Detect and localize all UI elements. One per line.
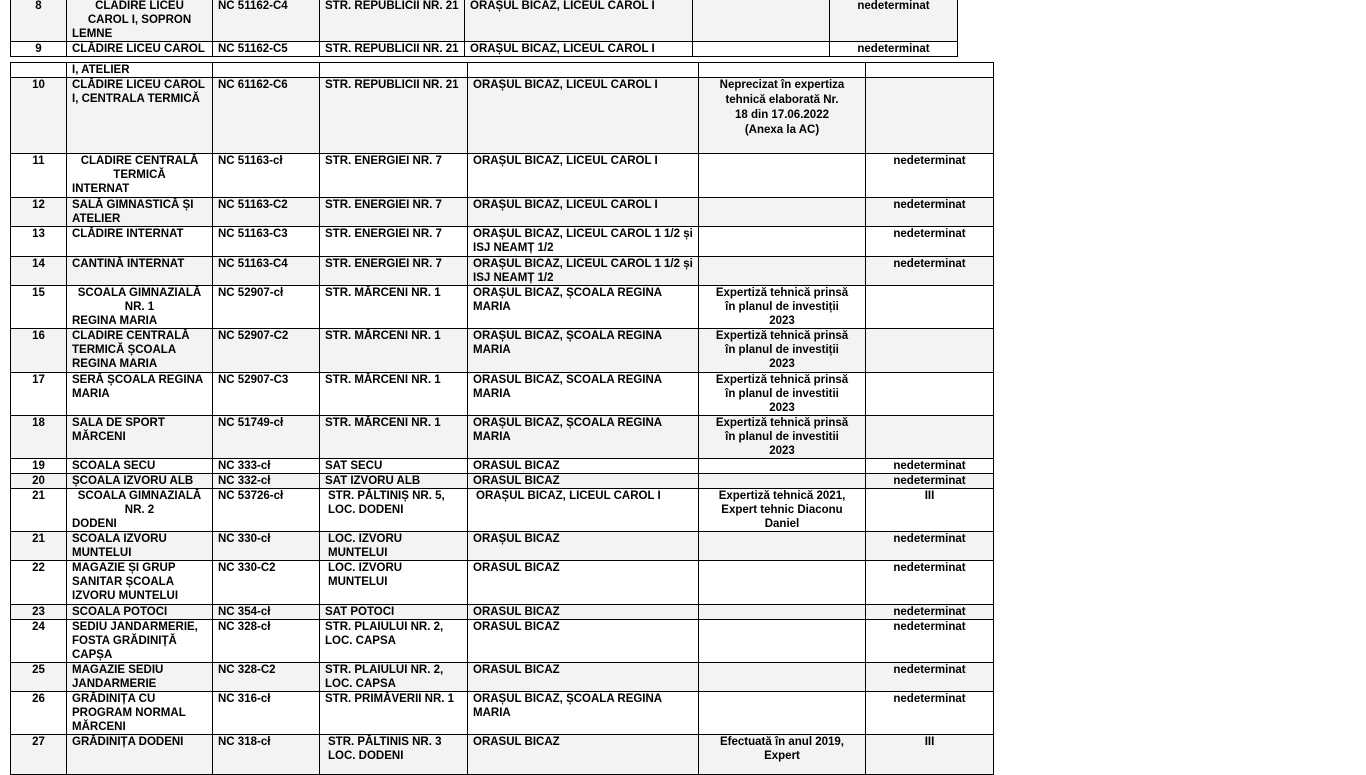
cell-expertiza — [699, 561, 866, 605]
cell-nr: 21 — [11, 532, 67, 561]
cell-owner: ORAȘUL BICAZ, LICEUL CAROL I — [468, 489, 699, 532]
cell-address: STR. ENERGIEI NR. 7 — [320, 198, 468, 227]
table-row — [11, 286, 994, 329]
cell-nc: NC 328-cł — [213, 620, 320, 663]
cell-name: SCOALA SECU — [67, 459, 213, 474]
cell-nr: 18 — [11, 416, 67, 459]
cell-address: STR. MĂRCENI NR. 1 — [320, 286, 468, 329]
cell-name: GRĂDINIȚA CU PROGRAM NORMAL MĂRCENI — [67, 692, 213, 735]
cell-address: STR. PĂLTINIȘ NR. 5, LOC. DODENI — [320, 489, 468, 532]
cell-risk: nedeterminat — [866, 227, 994, 257]
cell-expertiza — [699, 605, 866, 620]
cell-nr: 26 — [11, 692, 67, 735]
cell-name: MAGAZIE ȘI GRUP SANITAR ȘCOALA IZVORU MUNTELUI — [67, 561, 213, 605]
cell-expertiza — [693, 0, 830, 42]
cell-owner: ORAȘUL BICAZ, LICEUL CAROL 1 1/2 și ISJ NEAMȚ 1/2 — [468, 227, 699, 257]
cell-address: STR. REPUBLICII NR. 21 — [320, 78, 468, 154]
table-row — [11, 257, 994, 286]
cell-nc: NC 332-cł — [213, 474, 320, 489]
cell-name: GRĂDINIȚA DODENI — [67, 735, 213, 775]
cell-expertiza — [699, 154, 866, 198]
cell-owner: ORAȘUL BICAZ, LICEUL CAROL 1 1/2 și ISJ NEAMȚ 1/2 — [468, 257, 699, 286]
cell-name: SCOALA POTOCI — [67, 605, 213, 620]
cell-name: CLĂDIRE LICEU CAROL — [67, 42, 213, 57]
cell-nc: NC 354-cł — [213, 605, 320, 620]
cell-expertiza — [699, 198, 866, 227]
cell-nr: 14 — [11, 257, 67, 286]
table-row — [11, 0, 958, 42]
cell-owner: ORAȘUL BICAZ, LICEUL CAROL I — [468, 78, 699, 154]
cell-address: SAT IZVORU ALB — [320, 474, 468, 489]
table-row — [11, 42, 958, 57]
cell-address: STR. MĂRCENI NR. 1 — [320, 373, 468, 416]
cell-nr: 17 — [11, 373, 67, 416]
cell-expertiza — [699, 532, 866, 561]
cell-address: STR. PĂLTINIS NR. 3 LOC. DODENI — [320, 735, 468, 775]
cell-risk: nedeterminat — [866, 605, 994, 620]
cell-nr: 22 — [11, 561, 67, 605]
cell-address: SAT POTOCI — [320, 605, 468, 620]
cell-nc: NC 51749-cł — [213, 416, 320, 459]
cell-risk — [866, 373, 994, 416]
table-row — [11, 489, 994, 532]
inventory-table-main — [10, 62, 994, 775]
cell-nc: NC 333-cł — [213, 459, 320, 474]
cell-risk: nedeterminat — [866, 459, 994, 474]
cell-nc: NC 330-cł — [213, 532, 320, 561]
cell-risk: nedeterminat — [866, 154, 994, 198]
cell-risk — [866, 63, 994, 78]
cell-nr: 16 — [11, 329, 67, 373]
cell-expertiza — [693, 42, 830, 57]
cell-owner: ORAȘUL BICAZ, ȘCOALA REGINA MARIA — [468, 329, 699, 373]
cell-expertiza — [699, 620, 866, 663]
cell-nr: 11 — [11, 154, 67, 198]
table-row — [11, 227, 994, 257]
cell-expertiza — [699, 459, 866, 474]
cell-nc: NC 330-C2 — [213, 561, 320, 605]
table-row — [11, 373, 994, 416]
cell-address: SAT SECU — [320, 459, 468, 474]
cell-nc: NC 328-C2 — [213, 663, 320, 692]
cell-owner: ORASUL BICAZ, SCOALA REGINA MARIA — [468, 373, 699, 416]
table-row — [11, 474, 994, 489]
cell-owner: ORASUL BICAZ — [468, 561, 699, 605]
cell-name: MAGAZIE SEDIU JANDARMERIE — [67, 663, 213, 692]
cell-name: I, ATELIER — [67, 63, 213, 78]
cell-nr: 10 — [11, 78, 67, 154]
cell-name: SCOALA IZVORU MUNTELUI — [67, 532, 213, 561]
cell-nc: NC 61162-C6 — [213, 78, 320, 154]
cell-owner: ORAȘUL BICAZ, LICEUL CAROL I — [465, 0, 693, 42]
cell-nc: NC 52907-C2 — [213, 329, 320, 373]
cell-nr: 24 — [11, 620, 67, 663]
cell-address: STR. REPUBLICII NR. 21 — [320, 42, 465, 57]
cell-owner: ORAȘUL BICAZ, LICEUL CAROL I — [465, 42, 693, 57]
cell-risk: nedeterminat — [830, 0, 958, 42]
cell-expertiza: Efectuată în anul 2019, Expert — [699, 735, 866, 775]
cell-expertiza — [699, 474, 866, 489]
cell-nc: NC 52907-cł — [213, 286, 320, 329]
cell-nr: 21 — [11, 489, 67, 532]
cell-nc: NC 51163-C2 — [213, 198, 320, 227]
cell-nr: 9 — [11, 42, 67, 57]
cell-expertiza — [699, 63, 866, 78]
cell-risk: nedeterminat — [866, 198, 994, 227]
table-row — [11, 735, 994, 775]
cell-risk: nedeterminat — [866, 692, 994, 735]
cell-nc: NC 52907-C3 — [213, 373, 320, 416]
cell-owner — [468, 63, 699, 78]
cell-owner: ORASUL BICAZ — [468, 620, 699, 663]
cell-nr: 8 — [11, 0, 67, 42]
cell-risk — [866, 329, 994, 373]
cell-nc: NC 318-cł — [213, 735, 320, 775]
cell-nr: 12 — [11, 198, 67, 227]
cell-expertiza: Expertiză tehnică 2021, Expert tehnic Diaconu Daniel — [699, 489, 866, 532]
cell-nc — [213, 63, 320, 78]
cell-name: SCOALA GIMNAZIALĂ NR. 1 REGINA MARIA — [67, 286, 213, 329]
cell-name: SALĂ GIMNASTICĂ ȘI ATELIER — [67, 198, 213, 227]
cell-risk: III — [866, 489, 994, 532]
cell-nc: NC 51163-C4 — [213, 257, 320, 286]
table-row — [11, 561, 994, 605]
cell-name: CLĂDIRE LICEU CAROL I, SOPRON LEMNE — [67, 0, 213, 42]
cell-owner: ORAȘUL BICAZ, LICEUL CAROL I — [468, 154, 699, 198]
table-row — [11, 532, 994, 561]
cell-nr: 13 — [11, 227, 67, 257]
cell-owner: ORASUL BICAZ — [468, 474, 699, 489]
cell-expertiza — [699, 257, 866, 286]
inventory-table-top — [10, 0, 958, 57]
cell-risk: nedeterminat — [830, 42, 958, 57]
cell-nr: 19 — [11, 459, 67, 474]
table-row — [11, 459, 994, 474]
cell-expertiza: Expertiză tehnică prinsă în planul de investiții 2023 — [699, 329, 866, 373]
cell-owner: ORASUL BICAZ — [468, 735, 699, 775]
cell-expertiza — [699, 692, 866, 735]
cell-owner: ORAȘUL BICAZ, ȘCOALA REGINA MARIA — [468, 286, 699, 329]
cell-address: STR. PLAIULUI NR. 2, LOC. CAPSA — [320, 620, 468, 663]
cell-risk — [866, 286, 994, 329]
cell-owner: ORAȘUL BICAZ, ȘCOALA REGINA MARIA — [468, 416, 699, 459]
cell-owner: ORASUL BICAZ — [468, 605, 699, 620]
cell-name: CLADIRE CENTRALĂ TERMICĂ ȘCOALA REGINA MARIA — [67, 329, 213, 373]
cell-risk: nedeterminat — [866, 663, 994, 692]
cell-address: STR. PRIMĂVERII NR. 1 — [320, 692, 468, 735]
table-row — [11, 198, 994, 227]
cell-name: SERĂ ȘCOALA REGINA MARIA — [67, 373, 213, 416]
cell-nc: NC 51163-cł — [213, 154, 320, 198]
table-row — [11, 692, 994, 735]
cell-risk: nedeterminat — [866, 561, 994, 605]
cell-name: CLĂDIRE INTERNAT — [67, 227, 213, 257]
cell-risk: nedeterminat — [866, 620, 994, 663]
cell-nc: NC 51162-C4 — [213, 0, 320, 42]
cell-risk: nedeterminat — [866, 257, 994, 286]
cell-nc: NC 53726-cł — [213, 489, 320, 532]
cell-nr — [11, 63, 67, 78]
cell-nc: NC 51162-C5 — [213, 42, 320, 57]
cell-owner: ORAȘUL BICAZ, LICEUL CAROL I — [468, 198, 699, 227]
table-row — [11, 605, 994, 620]
cell-address: STR. REPUBLICII NR. 21 — [320, 0, 465, 42]
cell-nr: 27 — [11, 735, 67, 775]
cell-name: SCOALA GIMNAZIALĂ NR. 2 DODENI — [67, 489, 213, 532]
cell-expertiza: Expertiză tehnică prinsă în planul de investiții 2023 — [699, 286, 866, 329]
table-row — [11, 663, 994, 692]
cell-address: LOC. IZVORU MUNTELUI — [320, 532, 468, 561]
cell-name: SALA DE SPORT MĂRCENI — [67, 416, 213, 459]
cell-name: CLADIRE CENTRALĂ TERMICĂ INTERNAT — [67, 154, 213, 198]
cell-expertiza — [699, 663, 866, 692]
cell-expertiza: Expertiză tehnică prinsă în planul de investitii 2023 — [699, 373, 866, 416]
cell-risk — [866, 416, 994, 459]
table-row — [11, 620, 994, 663]
table-row — [11, 329, 994, 373]
cell-owner: ORASUL BICAZ — [468, 663, 699, 692]
cell-nc: NC 51163-C3 — [213, 227, 320, 257]
cell-risk — [866, 78, 994, 154]
table-row — [11, 416, 994, 459]
cell-nr: 20 — [11, 474, 67, 489]
cell-risk: nedeterminat — [866, 532, 994, 561]
cell-address: STR. PLAIULUI NR. 2, LOC. CAPSA — [320, 663, 468, 692]
cell-address — [320, 63, 468, 78]
table-row — [11, 154, 994, 198]
cell-name: CLĂDIRE LICEU CAROL I, CENTRALA TERMICĂ — [67, 78, 213, 154]
cell-owner: ORAȘUL BICAZ — [468, 532, 699, 561]
cell-address: STR. ENERGIEI NR. 7 — [320, 257, 468, 286]
table-row — [11, 78, 994, 154]
cell-risk: nedeterminat — [866, 474, 994, 489]
cell-name: SEDIU JANDARMERIE, FOSTA GRĂDINIȚĂ CAPȘA — [67, 620, 213, 663]
cell-nr: 15 — [11, 286, 67, 329]
table-row — [11, 63, 994, 78]
cell-nr: 23 — [11, 605, 67, 620]
cell-address: STR. MĂRCENI NR. 1 — [320, 416, 468, 459]
cell-name: CANTINĂ INTERNAT — [67, 257, 213, 286]
cell-owner: ORAȘUL BICAZ, ȘCOALA REGINA MARIA — [468, 692, 699, 735]
cell-expertiza: Expertiză tehnică prinsă în planul de investitii 2023 — [699, 416, 866, 459]
cell-owner: ORASUL BICAZ — [468, 459, 699, 474]
cell-name: ȘCOALA IZVORU ALB — [67, 474, 213, 489]
cell-expertiza — [699, 227, 866, 257]
cell-nr: 25 — [11, 663, 67, 692]
cell-risk: III — [866, 735, 994, 775]
cell-expertiza: Neprecizat în expertiza tehnică elaborată Nr. 18 din 17.06.2022 (Anexa la AC) — [699, 78, 866, 154]
cell-address: LOC. IZVORU MUNTELUI — [320, 561, 468, 605]
cell-address: STR. MĂRCENI NR. 1 — [320, 329, 468, 373]
cell-address: STR. ENERGIEI NR. 7 — [320, 227, 468, 257]
cell-address: STR. ENERGIEI NR. 7 — [320, 154, 468, 198]
cell-nc: NC 316-cł — [213, 692, 320, 735]
